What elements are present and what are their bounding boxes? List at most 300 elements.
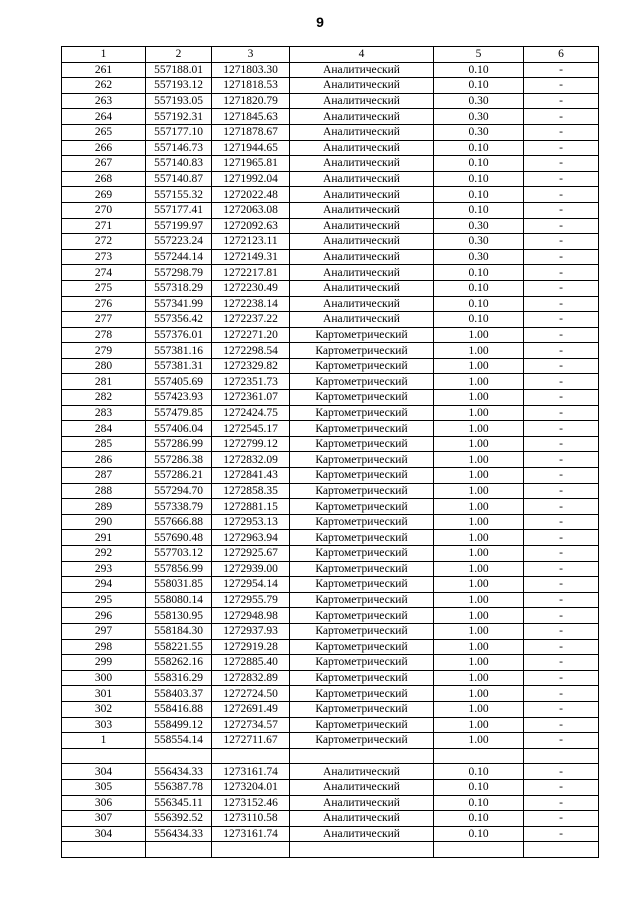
table-cell: 1.00 [434, 608, 524, 624]
table-cell: 558403.37 [146, 686, 212, 702]
table-cell: 557690.48 [146, 530, 212, 546]
table-row [62, 670, 599, 686]
table-cell: 1273161.74 [212, 826, 290, 842]
table-cell: 0.10 [434, 826, 524, 842]
table-cell: 1272885.40 [212, 655, 290, 671]
table-cell: 1271803.30 [212, 62, 290, 78]
table-row [62, 499, 599, 515]
table-cell: Аналитический [290, 811, 434, 827]
table-cell: Аналитический [290, 265, 434, 281]
table-cell: 303 [62, 717, 146, 733]
table-cell: 0.10 [434, 280, 524, 296]
table-cell: 0.30 [434, 249, 524, 265]
table-cell: 0.10 [434, 312, 524, 328]
table-cell: 1271992.04 [212, 171, 290, 187]
table-cell: 0.30 [434, 124, 524, 140]
table-cell: 280 [62, 358, 146, 374]
table-cell: 1272858.35 [212, 483, 290, 499]
table-cell: 0.30 [434, 218, 524, 234]
table-cell: 1.00 [434, 468, 524, 484]
table-cell: 0.10 [434, 156, 524, 172]
table-cell: 1.00 [434, 561, 524, 577]
table-cell: Картометрический [290, 343, 434, 359]
table-cell: Картометрический [290, 530, 434, 546]
table-cell: Аналитический [290, 140, 434, 156]
table-cell: Картометрический [290, 514, 434, 530]
table-cell: 0.10 [434, 795, 524, 811]
table-cell: 1272953.13 [212, 514, 290, 530]
table-cell: 0.10 [434, 811, 524, 827]
table-row [62, 655, 599, 671]
table-cell: 558416.88 [146, 701, 212, 717]
table-row [62, 577, 599, 593]
table-cell: 557286.21 [146, 468, 212, 484]
table-row [62, 187, 599, 203]
table-cell: - [524, 171, 599, 187]
table-cell: 1272237.22 [212, 312, 290, 328]
table-cell: 557405.69 [146, 374, 212, 390]
table-cell: - [524, 452, 599, 468]
table-cell: Картометрический [290, 623, 434, 639]
table-cell: 295 [62, 592, 146, 608]
table-cell: Аналитический [290, 779, 434, 795]
table-cell [524, 842, 599, 858]
table-cell: 1.00 [434, 499, 524, 515]
table-cell: - [524, 62, 599, 78]
table-cell: 1272881.15 [212, 499, 290, 515]
table-row [62, 390, 599, 406]
table-cell: 1 [62, 733, 146, 749]
table-cell: 0.10 [434, 171, 524, 187]
table-row [62, 546, 599, 562]
table-cell: Аналитический [290, 296, 434, 312]
table-row [62, 733, 599, 749]
table-row [62, 109, 599, 125]
table-row [62, 234, 599, 250]
header-cell: 2 [146, 47, 212, 63]
table-row [62, 779, 599, 795]
table-cell: Картометрический [290, 374, 434, 390]
table-cell: Аналитический [290, 218, 434, 234]
table-cell: - [524, 93, 599, 109]
table-cell: 272 [62, 234, 146, 250]
table-cell: 292 [62, 546, 146, 562]
table-cell: 277 [62, 312, 146, 328]
table-cell: Аналитический [290, 171, 434, 187]
table-cell: - [524, 826, 599, 842]
table-cell: 1271818.53 [212, 78, 290, 94]
table-cell: 1.00 [434, 623, 524, 639]
table-cell: 283 [62, 405, 146, 421]
table-cell: 288 [62, 483, 146, 499]
table-cell: 1.00 [434, 390, 524, 406]
table-cell: 1272217.81 [212, 265, 290, 281]
table-cell: 1272948.98 [212, 608, 290, 624]
table-row [62, 811, 599, 827]
table-cell: Аналитический [290, 109, 434, 125]
table-cell: Картометрический [290, 717, 434, 733]
table-cell: 557146.73 [146, 140, 212, 156]
table-cell: - [524, 405, 599, 421]
table-row [62, 639, 599, 655]
table-cell: 1272271.20 [212, 327, 290, 343]
table-row [62, 623, 599, 639]
table-cell: 1272919.28 [212, 639, 290, 655]
table-cell: 1.00 [434, 514, 524, 530]
table-cell: Аналитический [290, 312, 434, 328]
table-cell: 1273152.46 [212, 795, 290, 811]
table-cell: - [524, 421, 599, 437]
table-cell [434, 748, 524, 764]
table-cell: Картометрический [290, 592, 434, 608]
table-cell: - [524, 546, 599, 562]
table-cell: 1.00 [434, 421, 524, 437]
table-cell: 557406.04 [146, 421, 212, 437]
table-cell: 1272691.49 [212, 701, 290, 717]
table-cell: 557381.16 [146, 343, 212, 359]
header-cell: 3 [212, 47, 290, 63]
table-cell: 1272954.14 [212, 577, 290, 593]
table-cell: - [524, 811, 599, 827]
table-cell: 557177.41 [146, 202, 212, 218]
table-body [62, 62, 599, 857]
table-cell: - [524, 436, 599, 452]
table-row [62, 561, 599, 577]
table-cell: 1.00 [434, 577, 524, 593]
table-cell: - [524, 592, 599, 608]
table-cell: 305 [62, 779, 146, 795]
table-cell: Аналитический [290, 124, 434, 140]
table-cell: 557318.29 [146, 280, 212, 296]
table-cell: 265 [62, 124, 146, 140]
table-cell: - [524, 358, 599, 374]
table-row [62, 764, 599, 780]
table-cell: 557298.79 [146, 265, 212, 281]
table-cell: Аналитический [290, 93, 434, 109]
table-header [62, 47, 599, 63]
table-cell: - [524, 234, 599, 250]
table-cell: Картометрический [290, 327, 434, 343]
table-cell: - [524, 109, 599, 125]
table-cell: 558499.12 [146, 717, 212, 733]
table-cell: 1.00 [434, 452, 524, 468]
table-row [62, 93, 599, 109]
table-row [62, 327, 599, 343]
table-cell: Аналитический [290, 764, 434, 780]
table-cell: 1273161.74 [212, 764, 290, 780]
table-cell: 1272724.50 [212, 686, 290, 702]
table-cell: 1272123.11 [212, 234, 290, 250]
table-cell [146, 842, 212, 858]
table-cell: Картометрический [290, 436, 434, 452]
table-cell: 0.10 [434, 202, 524, 218]
table-cell: 1271944.65 [212, 140, 290, 156]
header-cell: 1 [62, 47, 146, 63]
table-row [62, 218, 599, 234]
table-cell: 1272832.89 [212, 670, 290, 686]
table-row [62, 842, 599, 858]
table-cell: - [524, 156, 599, 172]
table-cell: 556434.33 [146, 826, 212, 842]
table-row [62, 468, 599, 484]
table-cell: 556434.33 [146, 764, 212, 780]
table-cell: - [524, 140, 599, 156]
table-cell: 1272711.67 [212, 733, 290, 749]
table-cell: 1272298.54 [212, 343, 290, 359]
table-cell: Картометрический [290, 670, 434, 686]
table-cell: 296 [62, 608, 146, 624]
table-cell: 274 [62, 265, 146, 281]
table-cell: - [524, 779, 599, 795]
table-cell: - [524, 468, 599, 484]
header-cell: 4 [290, 47, 434, 63]
table-cell: 1.00 [434, 483, 524, 499]
table-cell: 304 [62, 826, 146, 842]
table-cell: 1273110.58 [212, 811, 290, 827]
table-cell: 285 [62, 436, 146, 452]
table-cell: 1272230.49 [212, 280, 290, 296]
table-row [62, 530, 599, 546]
table-row [62, 312, 599, 328]
table-cell: 557244.14 [146, 249, 212, 265]
table-cell: 0.10 [434, 78, 524, 94]
table-cell: 1.00 [434, 327, 524, 343]
table-row [62, 171, 599, 187]
table-cell [146, 748, 212, 764]
table-cell: 279 [62, 343, 146, 359]
table-cell: 557294.70 [146, 483, 212, 499]
table-row [62, 343, 599, 359]
table-cell: 558554.14 [146, 733, 212, 749]
table-cell: Картометрический [290, 577, 434, 593]
table-cell [212, 842, 290, 858]
table-cell: 0.10 [434, 187, 524, 203]
table-cell: 1.00 [434, 701, 524, 717]
table-cell: Картометрический [290, 390, 434, 406]
table-cell: 557423.93 [146, 390, 212, 406]
table-cell: - [524, 390, 599, 406]
table-row [62, 78, 599, 94]
table-row [62, 249, 599, 265]
table-cell: 1.00 [434, 374, 524, 390]
table-cell: - [524, 561, 599, 577]
table-row [62, 374, 599, 390]
table-cell: - [524, 655, 599, 671]
table-cell: 557140.87 [146, 171, 212, 187]
table-cell: - [524, 327, 599, 343]
table-cell: 0.30 [434, 93, 524, 109]
table-cell: - [524, 483, 599, 499]
table-cell: 557376.01 [146, 327, 212, 343]
table-cell: 1.00 [434, 655, 524, 671]
table-cell: 557856.99 [146, 561, 212, 577]
table-cell: - [524, 202, 599, 218]
table-cell: 1.00 [434, 436, 524, 452]
table-cell: 1.00 [434, 546, 524, 562]
table-cell: 558221.55 [146, 639, 212, 655]
table-cell: 276 [62, 296, 146, 312]
table-cell: 1272424.75 [212, 405, 290, 421]
table-cell: 304 [62, 764, 146, 780]
table-cell: 1.00 [434, 733, 524, 749]
table-cell: 557193.12 [146, 78, 212, 94]
table-cell: 0.10 [434, 62, 524, 78]
table-cell [290, 748, 434, 764]
table-cell: 287 [62, 468, 146, 484]
table-row [62, 452, 599, 468]
table-cell: Картометрический [290, 701, 434, 717]
table-cell: 1272329.82 [212, 358, 290, 374]
table-cell: 293 [62, 561, 146, 577]
table-cell [62, 748, 146, 764]
table-cell: - [524, 623, 599, 639]
table-cell: Аналитический [290, 249, 434, 265]
table-cell: 557703.12 [146, 546, 212, 562]
table-cell: 1272022.48 [212, 187, 290, 203]
table-cell: - [524, 499, 599, 515]
table-row [62, 686, 599, 702]
table-cell: 1272351.73 [212, 374, 290, 390]
table-cell: 0.10 [434, 296, 524, 312]
table-cell: - [524, 514, 599, 530]
table-cell: Картометрический [290, 639, 434, 655]
table-cell: 1271878.67 [212, 124, 290, 140]
table-cell: 1.00 [434, 639, 524, 655]
table-cell: - [524, 218, 599, 234]
table-row [62, 156, 599, 172]
table-cell: - [524, 686, 599, 702]
table-cell: 558184.30 [146, 623, 212, 639]
table-cell: 557286.99 [146, 436, 212, 452]
table-cell: - [524, 717, 599, 733]
table-cell: 556392.52 [146, 811, 212, 827]
table-row [62, 483, 599, 499]
table-row [62, 202, 599, 218]
table-row [62, 701, 599, 717]
table-cell: - [524, 265, 599, 281]
table-cell: 261 [62, 62, 146, 78]
table-cell: 1272238.14 [212, 296, 290, 312]
table-cell: 270 [62, 202, 146, 218]
table-cell: 275 [62, 280, 146, 296]
table-row [62, 592, 599, 608]
table-cell: 557155.32 [146, 187, 212, 203]
table-cell: 557199.97 [146, 218, 212, 234]
table-cell: 294 [62, 577, 146, 593]
table-cell: 0.30 [434, 109, 524, 125]
table-cell: 278 [62, 327, 146, 343]
table-cell: 556387.78 [146, 779, 212, 795]
table-cell: 302 [62, 701, 146, 717]
table-cell: - [524, 78, 599, 94]
table-cell: - [524, 577, 599, 593]
table-cell: 267 [62, 156, 146, 172]
table-cell: 1.00 [434, 717, 524, 733]
table-cell: - [524, 312, 599, 328]
table-cell: Картометрический [290, 421, 434, 437]
table-cell: Картометрический [290, 608, 434, 624]
header-cell: 6 [524, 47, 599, 63]
table-cell: 282 [62, 390, 146, 406]
table-row [62, 436, 599, 452]
table-row [62, 124, 599, 140]
table-cell: 557177.10 [146, 124, 212, 140]
table-cell: Картометрический [290, 405, 434, 421]
table-cell: 557381.31 [146, 358, 212, 374]
table-cell: 262 [62, 78, 146, 94]
table-cell: 1.00 [434, 358, 524, 374]
table-cell: 281 [62, 374, 146, 390]
table-cell: - [524, 701, 599, 717]
table-cell: 1272092.63 [212, 218, 290, 234]
table-cell: Картометрический [290, 686, 434, 702]
table-cell: - [524, 343, 599, 359]
table-cell: 290 [62, 514, 146, 530]
table-cell: 558262.16 [146, 655, 212, 671]
table-cell: - [524, 187, 599, 203]
table-row [62, 795, 599, 811]
table-row [62, 358, 599, 374]
table-cell: 0.10 [434, 265, 524, 281]
table-cell: Картометрический [290, 499, 434, 515]
table-cell: 264 [62, 109, 146, 125]
table-cell: 1271965.81 [212, 156, 290, 172]
table-cell: 557356.42 [146, 312, 212, 328]
table-cell: 1272734.57 [212, 717, 290, 733]
table-cell: 1271845.63 [212, 109, 290, 125]
table-cell [434, 842, 524, 858]
table-cell: 301 [62, 686, 146, 702]
table-cell: 0.10 [434, 764, 524, 780]
table-row [62, 62, 599, 78]
table-cell: 266 [62, 140, 146, 156]
table-cell: 0.10 [434, 140, 524, 156]
table-cell: 558080.14 [146, 592, 212, 608]
header-cell: 5 [434, 47, 524, 63]
table-cell: 1272149.31 [212, 249, 290, 265]
table-cell: 271 [62, 218, 146, 234]
table-row [62, 608, 599, 624]
table-cell: Аналитический [290, 280, 434, 296]
table-cell: 558031.85 [146, 577, 212, 593]
table-cell: 1.00 [434, 670, 524, 686]
table-row [62, 296, 599, 312]
table-cell: 1.00 [434, 592, 524, 608]
table-cell: 557188.01 [146, 62, 212, 78]
table-cell: - [524, 795, 599, 811]
table-cell: 269 [62, 187, 146, 203]
table-cell: 1273204.01 [212, 779, 290, 795]
table-row [62, 421, 599, 437]
table-cell: 557341.99 [146, 296, 212, 312]
table-cell: 557193.05 [146, 93, 212, 109]
table-cell: - [524, 733, 599, 749]
table-row [62, 826, 599, 842]
table-row [62, 280, 599, 296]
table-cell: 1272545.17 [212, 421, 290, 437]
table-cell: Картометрический [290, 358, 434, 374]
table-cell: 1272963.94 [212, 530, 290, 546]
table-row [62, 405, 599, 421]
table-row [62, 717, 599, 733]
table-cell: 298 [62, 639, 146, 655]
table-cell: 1.00 [434, 686, 524, 702]
table-cell: - [524, 124, 599, 140]
table-cell: 557140.83 [146, 156, 212, 172]
table-cell [212, 748, 290, 764]
table-cell: - [524, 374, 599, 390]
table-cell: 1271820.79 [212, 93, 290, 109]
